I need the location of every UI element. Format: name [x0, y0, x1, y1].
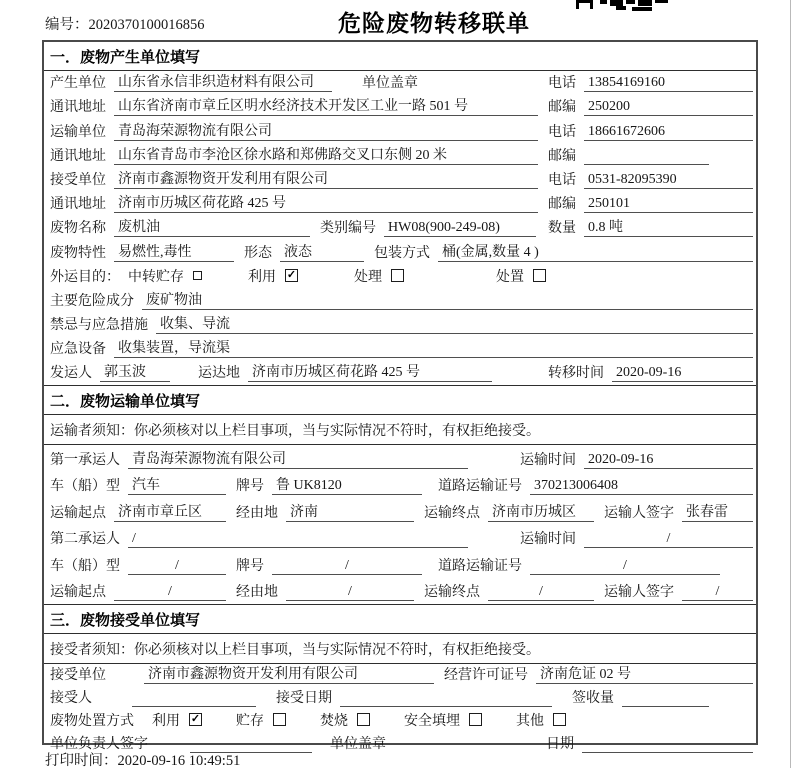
field-label: 运输终点	[424, 505, 480, 521]
second-carrier-value: /	[128, 531, 468, 548]
page-title: 危险废物转移联单	[338, 10, 530, 36]
field-label: 签收量	[572, 691, 614, 707]
row-producer-address	[44, 95, 756, 119]
checkbox-treat	[391, 269, 404, 282]
plate-number-value: 鲁 UK8120	[272, 474, 422, 495]
checkbox-storage	[273, 713, 286, 726]
transport-address-value: 山东省青岛市李沧区徐水路和郑佛路交叉口东侧 20 米	[114, 144, 538, 165]
option-label: 处置	[496, 269, 524, 285]
waste-name-value: 废机油	[114, 216, 310, 237]
plate-number2-value: /	[272, 558, 422, 575]
option-label: 处理	[354, 269, 382, 285]
field-label: 发运人	[50, 366, 92, 382]
carrier-signature2-value: /	[682, 584, 753, 601]
checkbox-other	[553, 713, 566, 726]
section-transporter-title: 二．废物运输单位填写	[44, 385, 756, 415]
field-label: 第一承运人	[50, 452, 120, 468]
row-consignor	[44, 361, 756, 385]
checkbox-dispose	[533, 269, 546, 282]
field-label: 运输人签字	[604, 505, 674, 521]
row-producer-unit	[44, 71, 756, 95]
receiver-phone-value: 0531-82095390	[584, 172, 753, 189]
field-label: 形态	[244, 245, 272, 261]
receiver-notice: 接受者须知：你必须核对以上栏目事项，当与实际情况不符时，有权拒绝接受。	[44, 634, 756, 664]
field-label: 邮编	[548, 197, 576, 213]
row-vehicle-2	[44, 551, 756, 578]
field-label: 通讯地址	[50, 197, 106, 213]
option-storage	[236, 710, 286, 730]
option-label: 利用	[152, 714, 180, 730]
field-label: 外运目的：	[50, 269, 120, 285]
route-via-value: 济南	[286, 501, 414, 522]
field-label: 道路运输证号	[438, 558, 522, 574]
document-number-value: 2020370100016856	[88, 17, 205, 33]
field-label: 主要危险成分	[50, 293, 134, 309]
row-receiving-unit	[44, 664, 756, 687]
hazard-component-value: 废矿物油	[142, 289, 753, 310]
route-start-value: 济南市章丘区	[114, 501, 226, 522]
field-label: 单位负责人签字	[50, 737, 148, 753]
field-label: 应急设备	[50, 342, 106, 358]
row-second-carrier	[44, 525, 756, 552]
qr-code-fragment	[576, 0, 668, 11]
row-waste-property	[44, 240, 756, 264]
field-label: 运输单位	[50, 124, 106, 140]
field-label: 废物特性	[50, 245, 106, 261]
field-label: 邮编	[548, 100, 576, 116]
option-treat	[354, 266, 404, 286]
consignor-value: 郭玉波	[100, 361, 170, 382]
waste-form-value: 液态	[280, 241, 364, 262]
field-label: 运输起点	[50, 505, 106, 521]
transfer-date-value: 2020-09-16	[612, 365, 753, 382]
row-receiver-person	[44, 687, 756, 710]
route-end-value: 济南市历城区	[488, 501, 594, 522]
row-route-2	[44, 578, 756, 605]
row-receiver-address	[44, 192, 756, 216]
row-transport-address	[44, 144, 756, 168]
field-label: 车（船）型	[50, 558, 120, 574]
field-label: 通讯地址	[50, 100, 106, 116]
field-label: 运输终点	[424, 585, 480, 601]
option-label: 贮存	[236, 714, 264, 730]
row-disposal-method	[44, 710, 756, 733]
print-time-label: 打印时间：	[45, 753, 118, 769]
row-waste-name	[44, 216, 756, 240]
option-other	[516, 710, 566, 730]
first-carrier-value: 青岛海荣源物流有限公司	[128, 448, 468, 469]
field-label: 经由地	[236, 585, 278, 601]
field-label: 类别编号	[320, 221, 376, 237]
road-permit-value: 370213006408	[530, 478, 753, 495]
transport-date-value: 2020-09-16	[584, 452, 753, 469]
field-label: 接受单位	[50, 172, 106, 188]
waste-code-value: HW08(900-249-08)	[384, 220, 536, 237]
field-label: 邮编	[548, 148, 576, 164]
field-label: 电话	[548, 172, 576, 188]
receiver-unit-value: 济南市鑫源物资开发利用有限公司	[114, 168, 538, 189]
unit-stamp-label-2: 单位盖章	[330, 737, 386, 753]
receiver-zip-value: 250101	[584, 196, 753, 213]
checkbox-landfill	[469, 713, 482, 726]
field-label: 运达地	[198, 366, 240, 382]
field-label: 车（船）型	[50, 479, 120, 495]
vehicle-type-value: 汽车	[128, 474, 226, 495]
receive-date-value	[340, 692, 552, 707]
row-hazard-component	[44, 289, 756, 313]
checkbox-utilize-2: ✓	[190, 713, 201, 726]
section-producer	[44, 42, 756, 385]
field-label: 产生单位	[50, 76, 106, 92]
packing-method-value: 桶(金属,数量 4 )	[438, 241, 753, 262]
road-permit2-value: /	[530, 558, 720, 575]
field-label: 数量	[548, 221, 576, 237]
option-utilize	[248, 266, 298, 286]
waste-property-value: 易燃性,毒性	[114, 241, 234, 262]
field-label: 电话	[548, 76, 576, 92]
emergency-measures-value: 收集、导流	[156, 313, 753, 334]
field-label: 牌号	[236, 558, 264, 574]
producer-phone-value: 13854169160	[584, 75, 753, 92]
field-label: 接受人	[50, 691, 92, 707]
receiver-person-value	[132, 692, 256, 707]
unit-stamp-label: 单位盖章	[362, 76, 418, 92]
vehicle-type2-value: /	[128, 558, 226, 575]
option-label: 其他	[516, 714, 544, 730]
section-producer-title: 一．废物产生单位填写	[44, 42, 756, 71]
received-quantity-value	[622, 692, 709, 707]
route-end2-value: /	[488, 584, 594, 601]
field-label: 运输起点	[50, 585, 106, 601]
field-label: 电话	[548, 124, 576, 140]
option-incinerate	[320, 710, 370, 730]
checkbox-incinerate	[357, 713, 370, 726]
carrier-signature-value: 张春雷	[682, 501, 753, 522]
row-vehicle-1	[44, 472, 756, 499]
license-number-value: 济南危证 02 号	[536, 663, 753, 684]
field-label: 牌号	[236, 479, 264, 495]
option-label: 安全填埋	[404, 714, 460, 730]
field-label: 经营许可证号	[444, 668, 528, 684]
page-right-edge	[790, 0, 791, 768]
field-label: 废物名称	[50, 221, 106, 237]
transport-phone-value: 18661672606	[584, 124, 753, 141]
producer-address-value: 山东省济南市章丘区明水经济技术开发区工业一路 501 号	[114, 95, 538, 116]
waste-quantity-value: 0.8 吨	[584, 216, 753, 237]
option-label: 利用	[248, 269, 276, 285]
field-label: 日期	[546, 737, 574, 753]
field-label: 废物处置方式	[50, 714, 134, 730]
emergency-equipment-value: 收集装置，导流渠	[114, 337, 753, 358]
receiving-unit-value: 济南市鑫源物资开发利用有限公司	[144, 663, 434, 684]
transporter-notice: 运输者须知：你必须核对以上栏目事项，当与实际情况不符时，有权拒绝接受。	[44, 415, 756, 445]
section-transporter	[44, 385, 756, 604]
field-label: 转移时间	[548, 366, 604, 382]
field-label: 包装方式	[374, 245, 430, 261]
option-transit-storage	[128, 266, 202, 286]
producer-unit-value: 山东省永信非织造材料有限公司	[114, 71, 332, 92]
checkbox-utilize: ✓	[286, 268, 297, 281]
row-transfer-purpose	[44, 265, 756, 289]
producer-zip-value: 250200	[584, 99, 753, 116]
row-emergency-measures	[44, 313, 756, 337]
option-label: 中转贮存	[128, 269, 184, 285]
row-receiver-unit	[44, 168, 756, 192]
route-via2-value: /	[286, 584, 414, 601]
checkbox-transit-storage	[193, 271, 202, 280]
field-label: 通讯地址	[50, 148, 106, 164]
field-label: 接受单位	[50, 668, 106, 684]
option-utilize	[152, 710, 202, 730]
option-label: 焚烧	[320, 714, 348, 730]
receive-sign-date-value	[582, 738, 753, 753]
field-label: 运输时间	[520, 452, 576, 468]
transport-unit-value: 青岛海荣源物流有限公司	[114, 120, 538, 141]
field-label: 禁忌与应急措施	[50, 318, 148, 334]
destination-value: 济南市历城区荷花路 425 号	[248, 361, 492, 382]
route-start2-value: /	[114, 584, 226, 601]
option-dispose	[496, 266, 546, 286]
row-route-1	[44, 498, 756, 525]
field-label: 道路运输证号	[438, 479, 522, 495]
row-emergency-equipment	[44, 337, 756, 361]
field-label: 接受日期	[276, 691, 332, 707]
document-number	[45, 13, 205, 34]
document-number-label: 编号：	[45, 17, 89, 33]
option-landfill	[404, 710, 482, 730]
transfer-form-table	[42, 40, 758, 753]
field-label: 经由地	[236, 505, 278, 521]
print-time	[45, 749, 240, 770]
field-label: 运输人签字	[604, 585, 674, 601]
receiver-address-value: 济南市历城区荷花路 425 号	[114, 192, 538, 213]
section-receiver-title: 三．废物接受单位填写	[44, 604, 756, 634]
row-transport-unit	[44, 119, 756, 143]
print-time-value: 2020-09-16 10:49:51	[117, 753, 241, 769]
row-first-carrier	[44, 445, 756, 472]
transport-zip-value	[584, 150, 709, 165]
transport-date2-value: /	[584, 531, 753, 548]
field-label: 运输时间	[520, 532, 576, 548]
section-receiver	[44, 604, 756, 756]
field-label: 第二承运人	[50, 532, 120, 548]
